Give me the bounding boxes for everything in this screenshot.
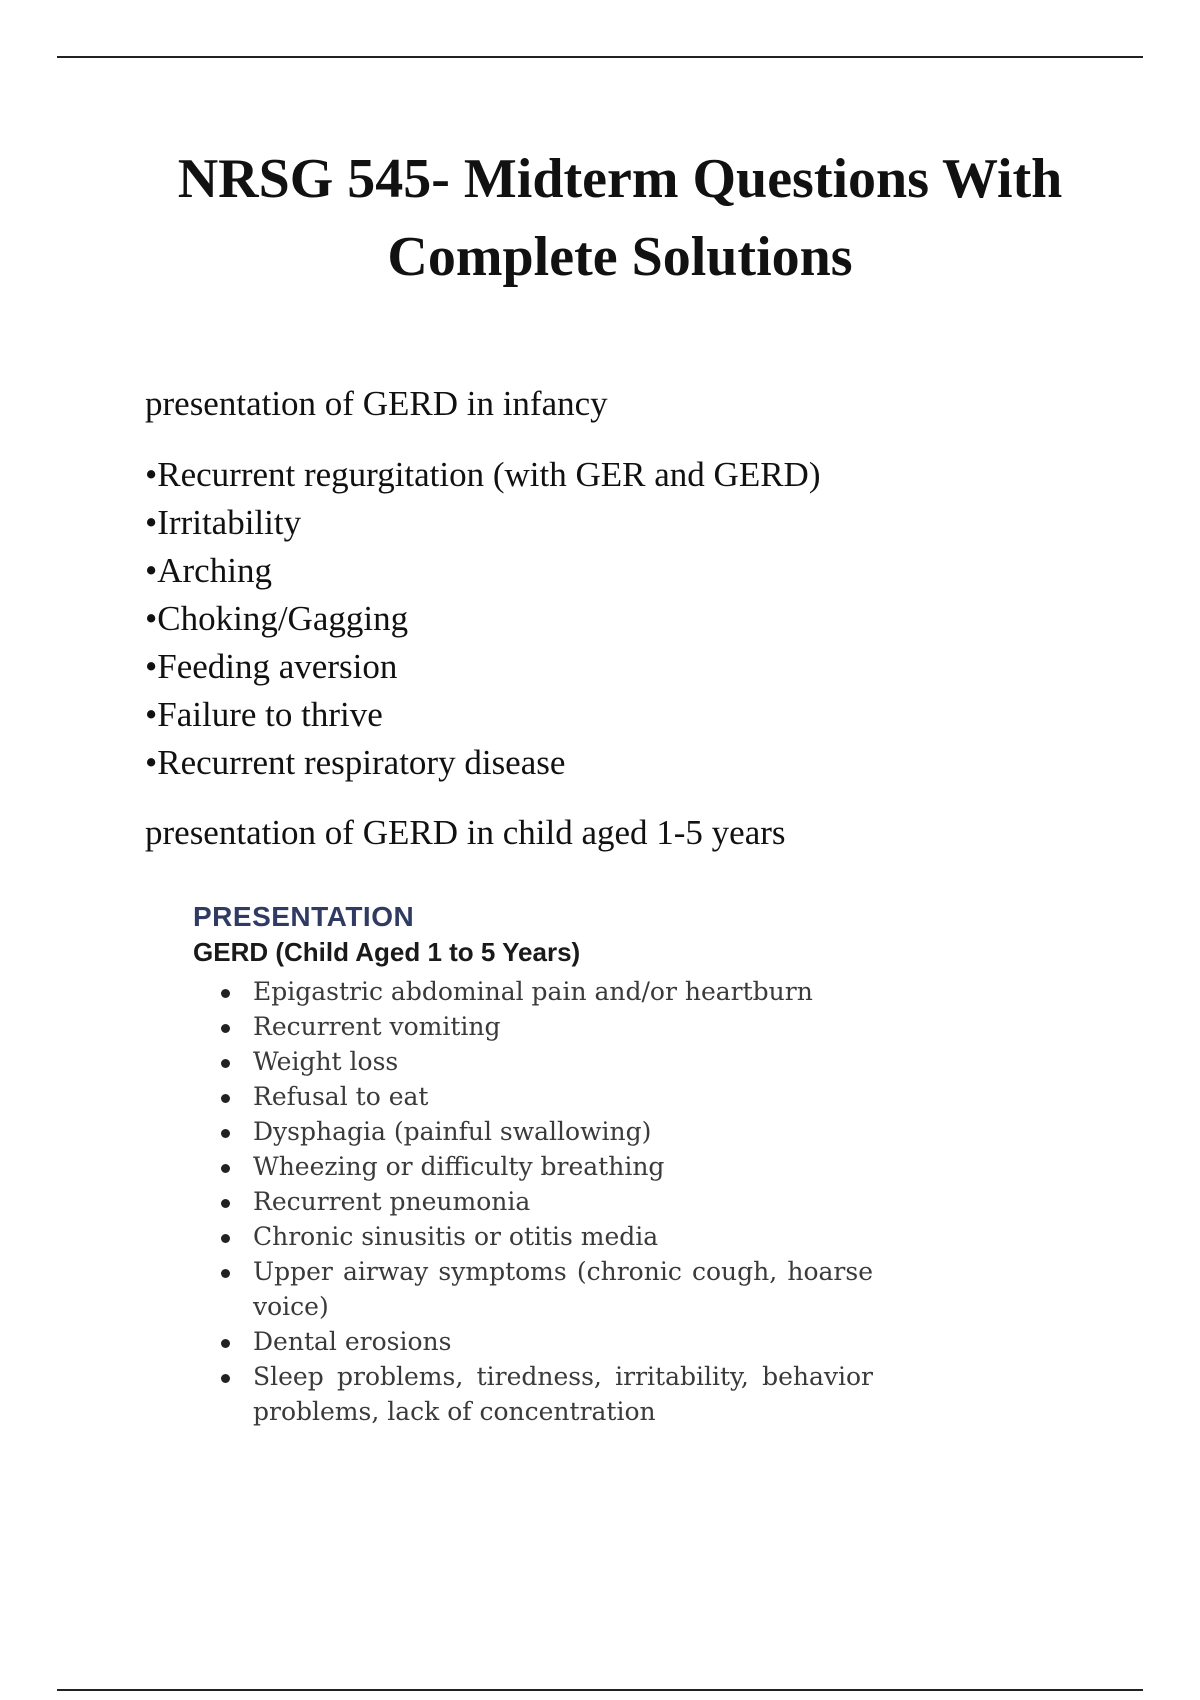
figure-list-item: Dental erosions [253, 1324, 873, 1359]
figure-list-item: Chronic sinusitis or otitis media [253, 1219, 873, 1254]
bullet-icon [221, 1094, 230, 1103]
bullet-icon [221, 1234, 230, 1243]
answer-item: •Irritability [145, 503, 302, 542]
bullet-icon [221, 1199, 230, 1208]
figure-subheading: GERD (Child Aged 1 to 5 Years) [193, 937, 581, 967]
figure-list-item: Wheezing or difficulty breathing [253, 1149, 873, 1184]
answer-item: •Arching [145, 551, 272, 590]
top-rule [57, 56, 1143, 58]
bottom-rule [57, 1689, 1143, 1691]
figure-heading: PRESENTATION [193, 901, 415, 932]
answer-list [145, 451, 820, 787]
figure-list-item: Recurrent pneumonia [253, 1184, 873, 1219]
answer-item: •Recurrent regurgitation (with GER and GERD) [145, 455, 821, 494]
figure-list-item: Epigastric abdominal pain and/or heartburn [253, 974, 873, 1009]
figure-list-item: Upper airway symptoms (chronic cough, hoarse voice) [253, 1254, 873, 1324]
bullet-icon [221, 989, 230, 998]
figure-list-item: Sleep problems, tiredness, irritability, behavior problems, lack of concentration [253, 1359, 873, 1429]
question-prompt: presentation of GERD in child aged 1-5 years [145, 813, 786, 852]
figure-list-item: Weight loss [253, 1044, 873, 1079]
embedded-figure [193, 900, 893, 1440]
bullet-icon [221, 1059, 230, 1068]
figure-list-item: Recurrent vomiting [253, 1009, 873, 1044]
answer-item: •Failure to thrive [145, 695, 383, 734]
figure-list-item: Dysphagia (painful swallowing) [253, 1114, 873, 1149]
answer-item: •Recurrent respiratory disease [145, 743, 566, 782]
document-title: NRSG 545- Midterm Questions With Complete Solutions [177, 148, 1063, 288]
answer-item: •Feeding aversion [145, 647, 398, 686]
answer-item: •Choking/Gagging [145, 599, 409, 638]
bullet-icon [221, 1164, 230, 1173]
bullet-icon [221, 1024, 230, 1033]
bullet-icon [221, 1129, 230, 1138]
bullet-icon [221, 1374, 230, 1383]
figure-list [193, 974, 893, 1429]
question-prompt: presentation of GERD in infancy [145, 384, 608, 423]
bullet-icon [221, 1339, 230, 1348]
figure-list-item: Refusal to eat [253, 1079, 873, 1114]
bullet-icon [221, 1269, 230, 1278]
